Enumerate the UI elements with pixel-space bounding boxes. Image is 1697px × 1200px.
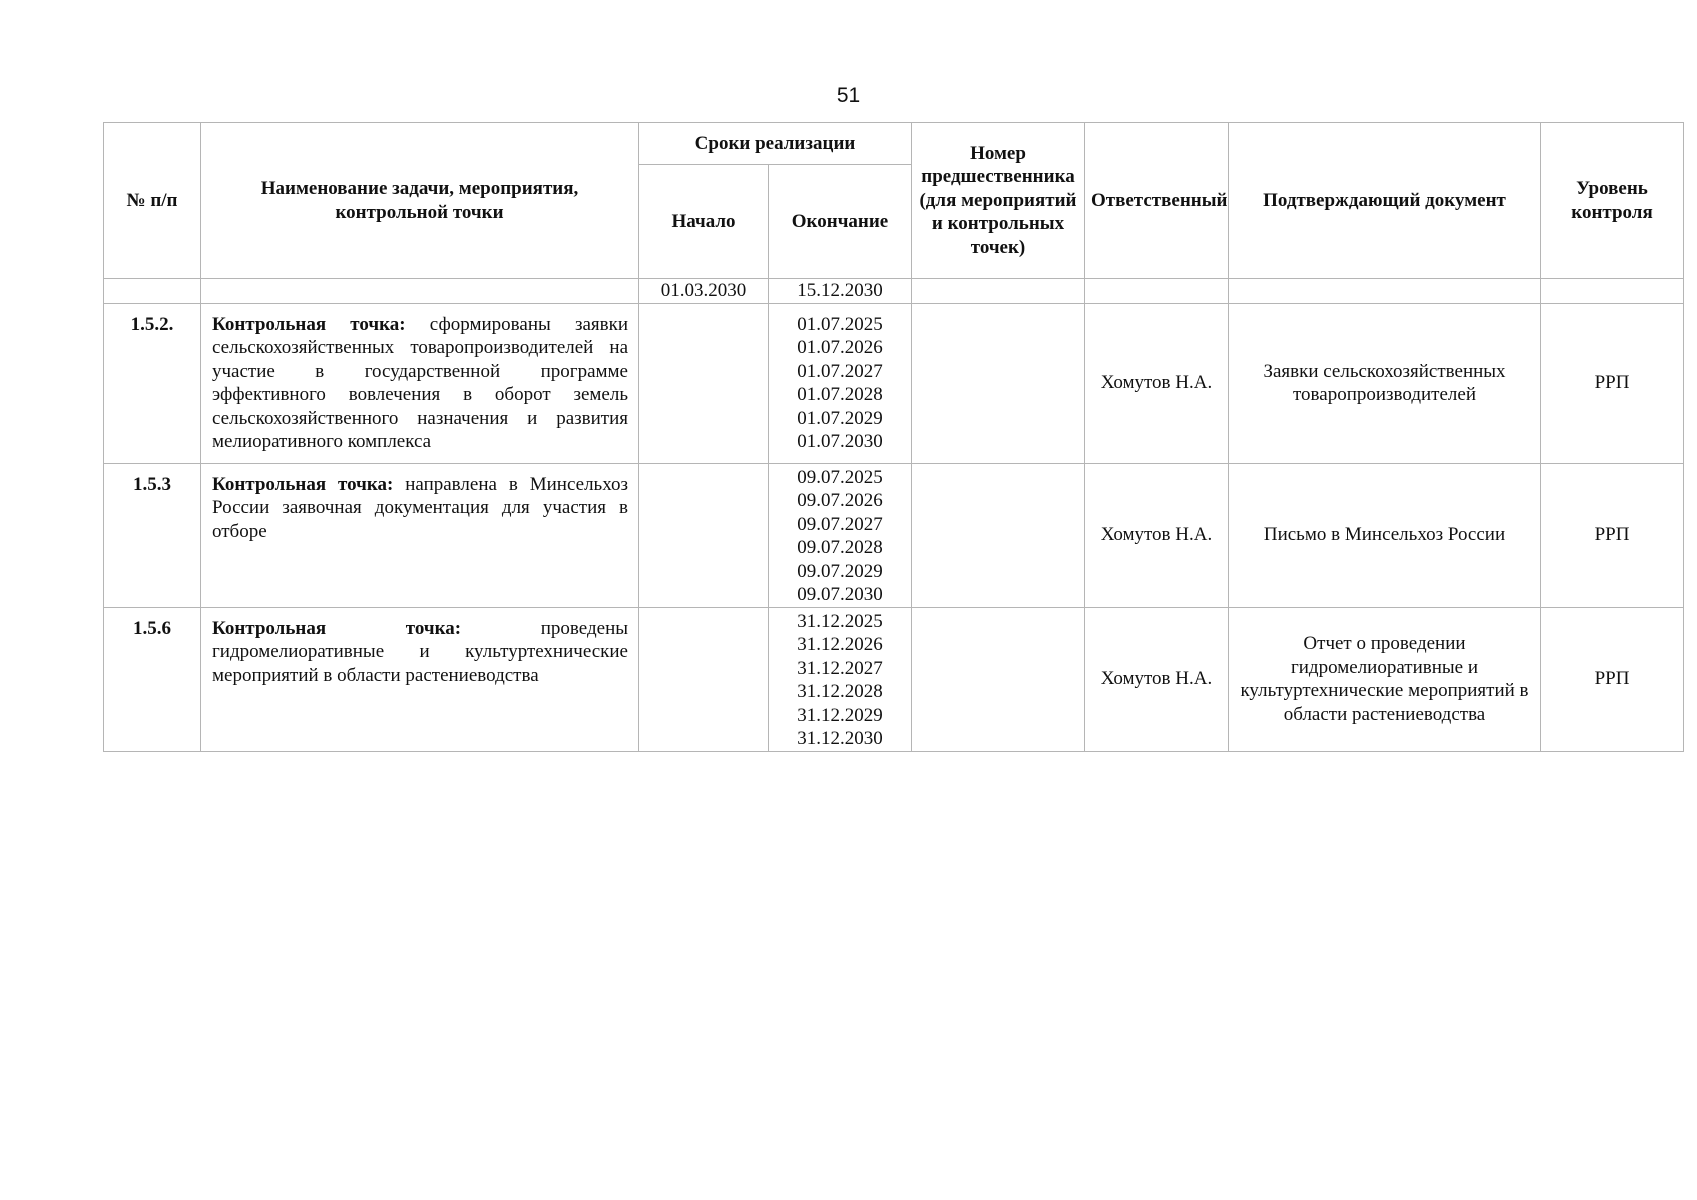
end-date: 09.07.2027 <box>797 513 883 535</box>
header-end: Окончание <box>769 165 912 279</box>
table-row <box>104 463 1684 607</box>
row-document: Письмо в Минсельхоз России <box>1229 463 1541 607</box>
row-name <box>201 463 639 607</box>
header-row-top <box>104 123 1684 165</box>
row-number: 1.5.2. <box>104 303 201 463</box>
continued-start: 01.03.2030 <box>639 279 769 304</box>
row-document: Заявки сельскохозяйственных товаропроизводителей <box>1229 303 1541 463</box>
header-responsible: Ответственный <box>1085 123 1229 279</box>
end-date: 01.07.2025 <box>797 313 883 335</box>
row-name <box>201 303 639 463</box>
end-date: 31.12.2028 <box>797 681 883 702</box>
row-name-text: проведены гидромелиоративные и культуртехнические мероприятий в области растениеводства <box>212 617 629 686</box>
row-predecessor <box>912 463 1085 607</box>
end-date: 01.07.2027 <box>797 360 883 382</box>
header-start: Начало <box>639 165 769 279</box>
continued-row <box>104 279 1684 304</box>
table-row <box>104 303 1684 463</box>
end-date: 01.07.2029 <box>797 407 883 429</box>
row-name-text: направлена в Минсельхоз России заявочная документация для участия в отборе <box>212 473 628 542</box>
row-start <box>639 463 769 607</box>
row-start <box>639 607 769 751</box>
header-document: Подтверждающий документ <box>1229 123 1541 279</box>
row-end-dates <box>769 463 912 607</box>
row-document: Отчет о проведении гидромелиоративные и культуртехнические мероприятий в области растениеводства <box>1229 607 1541 751</box>
end-date: 01.07.2030 <box>797 431 883 452</box>
row-responsible: Хомутов Н.А. <box>1085 303 1229 463</box>
end-date: 01.07.2028 <box>797 384 883 405</box>
end-date: 09.07.2029 <box>797 560 883 582</box>
row-name-label: Контрольная точка: <box>212 617 462 639</box>
header-name: Наименование задачи, мероприятия, контрольной точки <box>201 123 639 279</box>
row-level: РРП <box>1541 303 1684 463</box>
table-row <box>104 607 1684 751</box>
row-level: РРП <box>1541 607 1684 751</box>
row-end-dates <box>769 303 912 463</box>
end-date: 01.07.2026 <box>797 337 883 358</box>
row-name-text: сформированы заявки сельскохозяйственных товаропроизводителей на участие в государственной программе эффективного вовлечения в оборот земель сельскохозяйственного назначения и развития мелиоративного комплекса <box>212 313 629 452</box>
end-date: 09.07.2026 <box>797 490 883 511</box>
row-responsible: Хомутов Н.А. <box>1085 463 1229 607</box>
row-level: РРП <box>1541 463 1684 607</box>
row-responsible: Хомутов Н.А. <box>1085 607 1229 751</box>
page-number: 51 <box>836 84 861 107</box>
row-start <box>639 303 769 463</box>
header-level: Уровень контроля <box>1541 123 1684 279</box>
row-name-label: Контрольная точка: <box>212 473 394 495</box>
row-predecessor <box>912 303 1085 463</box>
end-date: 31.12.2027 <box>797 657 883 679</box>
end-date: 31.12.2029 <box>797 704 883 726</box>
end-date: 09.07.2028 <box>797 537 883 558</box>
row-end-dates <box>769 607 912 751</box>
row-name-label: Контрольная точка: <box>212 313 406 335</box>
row-name <box>201 607 639 751</box>
end-date: 09.07.2025 <box>797 466 883 488</box>
row-number: 1.5.3 <box>104 463 201 607</box>
row-predecessor <box>912 607 1085 751</box>
end-date: 31.12.2026 <box>797 634 883 655</box>
end-date: 09.07.2030 <box>797 584 883 605</box>
header-predecessor: Номер предшественника (для мероприятий и контрольных точек) <box>912 123 1085 279</box>
end-date: 31.12.2025 <box>797 610 883 632</box>
header-terms: Сроки реализации <box>639 123 912 165</box>
continued-end: 15.12.2030 <box>769 279 912 304</box>
implementation-plan-table <box>103 122 1684 752</box>
row-number: 1.5.6 <box>104 607 201 751</box>
header-num: № п/п <box>104 123 201 279</box>
end-date: 31.12.2030 <box>797 728 883 749</box>
